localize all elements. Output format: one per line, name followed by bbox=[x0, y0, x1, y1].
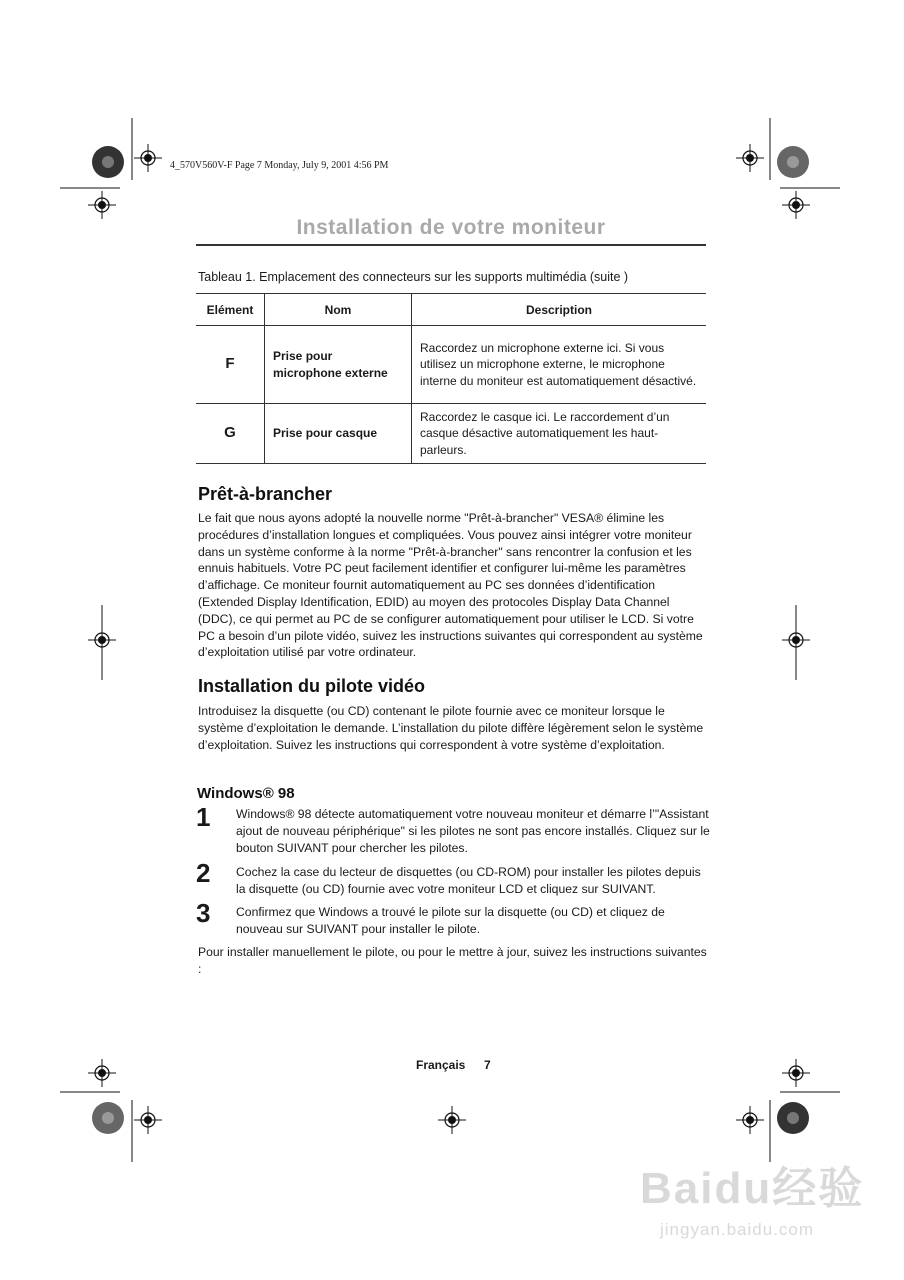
watermark-logo: Baidu经验 bbox=[640, 1164, 865, 1213]
section-title-driver-install: Installation du pilote vidéo bbox=[198, 676, 426, 696]
step-text: Cochez la case du lecteur de disquettes (ou CD-ROM) pour installer les pilotes depuis la disquette (ou CD) fournie avec votre moniteur LCD et cliquez sur SUIVANT. bbox=[236, 865, 701, 896]
page-number: 7 bbox=[484, 1058, 491, 1072]
connector-table bbox=[196, 293, 706, 464]
col-header-element: Elément bbox=[196, 294, 265, 326]
print-slug: 4_570V560V-F Page 7 Monday, July 9, 2001 4:56 PM bbox=[170, 160, 389, 171]
cell-element: G bbox=[196, 404, 265, 464]
table-row bbox=[196, 404, 706, 464]
cell-name: Prise pour microphone externe bbox=[265, 326, 412, 404]
cell-description: Raccordez un microphone externe ici. Si vous utilisez un microphone externe, le microphone interne du moniteur est automatiquement désactivé. bbox=[412, 326, 707, 404]
header-rule bbox=[196, 244, 706, 246]
col-header-description: Description bbox=[412, 294, 707, 326]
watermark-url: jingyan.baidu.com bbox=[660, 1220, 815, 1239]
cell-description: Raccordez le casque ici. Le raccordement d’un casque désactive automatiquement les haut-parleurs. bbox=[412, 404, 707, 464]
section-title-plug-and-play: Prêt-à-brancher bbox=[198, 484, 333, 504]
cell-name: Prise pour casque bbox=[265, 404, 412, 464]
step-number: 3 bbox=[196, 898, 211, 928]
closing-paragraph: Pour installer manuellement le pilote, ou pour le mettre à jour, suivez les instructions suivantes : bbox=[198, 945, 707, 976]
step-number: 2 bbox=[196, 858, 211, 888]
step-number: 1 bbox=[196, 802, 211, 832]
footer-language: Français bbox=[416, 1058, 466, 1072]
page-footer bbox=[416, 1058, 491, 1072]
table-caption: Tableau 1. Emplacement des connecteurs sur les supports multimédia (suite ) bbox=[198, 270, 629, 284]
running-head: Installation de votre moniteur bbox=[296, 216, 606, 239]
table-row bbox=[196, 326, 706, 404]
section-body-driver-install: Introduisez la disquette (ou CD) contenant le pilote fournie avec ce moniteur lorsque le système d’exploitation le demande. L’installation du pilote diffère légèrement selon le système d’exploitation. Suivez les instructions qui correspondent à votre système d’exploitation. bbox=[198, 704, 704, 752]
step-text: Windows® 98 détecte automatiquement votre nouveau moniteur et démarre l’"Assistant ajout de nouveau périphérique" si les pilotes ne sont pas encore installés. Cliquez sur le bouton SUIVANT pour chercher les pilotes. bbox=[236, 807, 710, 855]
subsection-title-windows98: Windows® 98 bbox=[197, 785, 295, 802]
step-text: Confirmez que Windows a trouvé le pilote sur la disquette (ou CD) et cliquez de nouveau sur SUIVANT pour installer le pilote. bbox=[236, 905, 665, 936]
section-body-plug-and-play: Le fait que nous ayons adopté la nouvelle norme "Prêt-à-brancher" VESA® élimine les procédures d’installation longues et compliquées. Vous pouvez ainsi intégrer votre moniteur dans un système conforme à la norme "Prêt-à-brancher" sans rencontrer la confusion et les ennuis habituels. Votre PC peut facilement identifier et configurer lui-même les paramètres d’affichage. Ce moniteur fournit automatiquement au PC ses données d’identification (Extended Display Identification, EDID) au moyen des protocoles Display Data Channel (DDC), ce qui permet au PC de se configurer automatiquement pour utiliser le LCD. Si votre PC a besoin d’un pilote vidéo, suivez les instructions suivantes qui correspondent au système d’exploitation utilisé par votre ordinateur. bbox=[198, 511, 703, 660]
cell-element: F bbox=[196, 326, 265, 404]
col-header-name: Nom bbox=[265, 294, 412, 326]
